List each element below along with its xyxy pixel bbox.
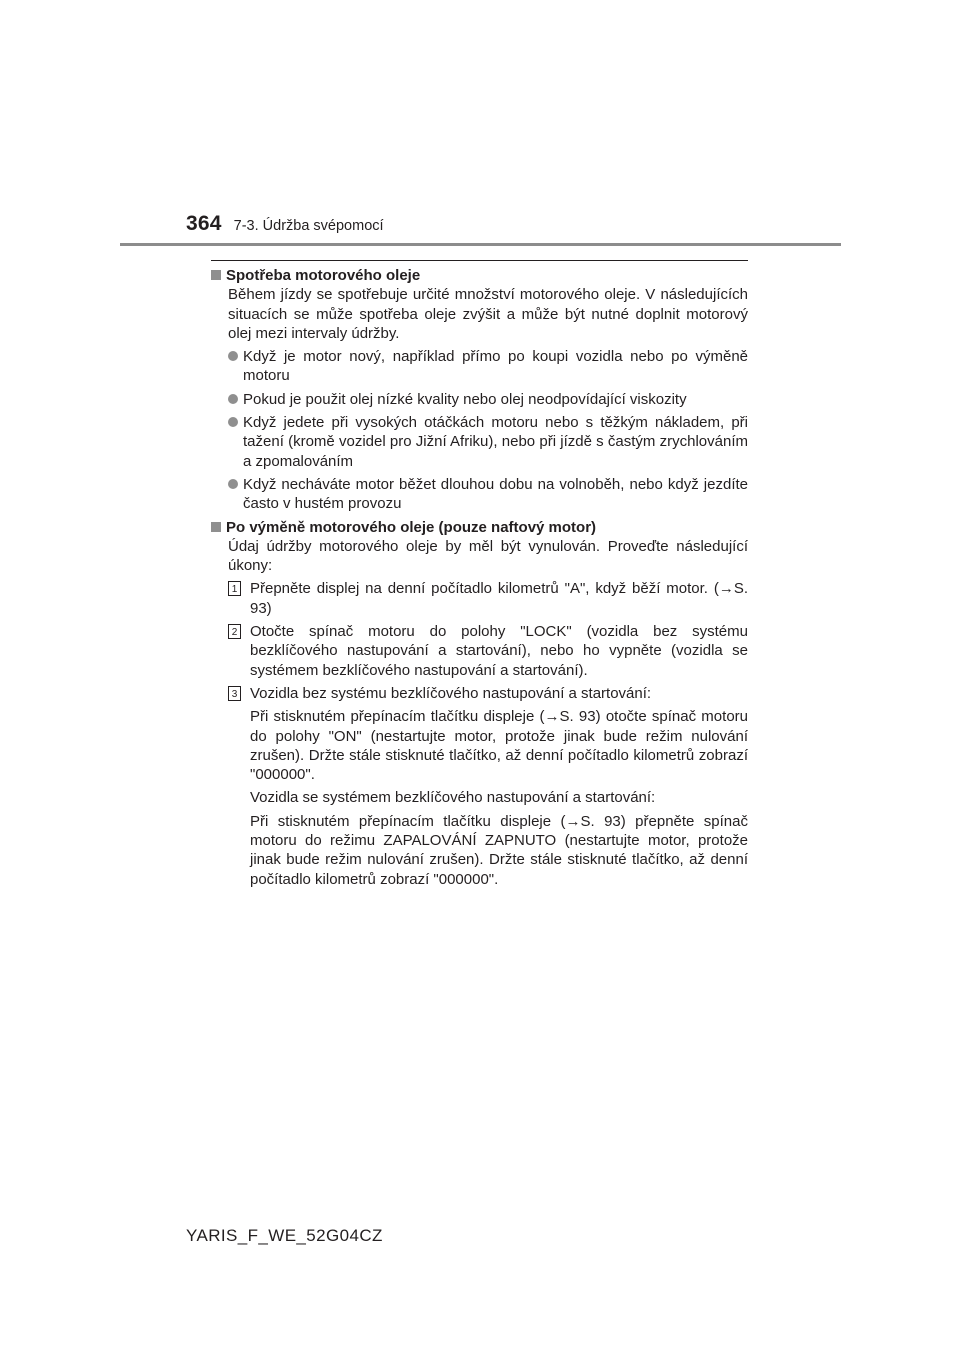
round-bullet-icon [228,351,238,361]
heading-text: Spotřeba motorového oleje [226,267,421,284]
step-number-badge: 3 [228,686,241,701]
list-item [228,413,748,471]
list-item [228,390,748,409]
content-divider [211,260,748,261]
page-header [186,212,384,236]
step-text: Otočte spínač motoru do polohy "LOCK" (vozidla bez systému bezklíčového nastupování a startování), nebo ho vypněte (vozidla se systémem bezklíčového nastupování a startování). [250,623,748,679]
step-number-badge: 2 [228,624,241,639]
list-item-text: Když necháváte motor běžet dlouhou dobu na volnoběh, nebo když jezdíte často v hustém provozu [243,475,748,513]
round-bullet-icon [228,394,238,404]
step-subtext: Při stisknutém přepínacím tlačítku displeje (→S. 93) otočte spínač motoru do polohy "ON" (nestartujte motor, protože jinak bude režim nulování zrušen). Držte stále stisknuté tlačítko, až denní počítadlo kilometrů zobrazí "000000". [250,708,748,784]
square-bullet-icon [211,522,221,532]
step-number-badge: 1 [228,581,241,596]
section-heading-oil-consumption [211,266,748,285]
list-item-text: Když jedete při vysokých otáčkách motoru nebo s těžkým nákladem, při tažení (kromě vozidel pro Jižní Afriku), nebo při jízdě s častým zrychlováním a zpomalováním [243,414,748,470]
step-item [228,622,748,680]
step-item [228,684,748,889]
page-number: 364 [186,212,222,235]
list-item-text: Pokud je použit olej nízké kvality nebo olej neodpovídající viskozity [243,390,687,408]
header-divider [120,243,841,246]
intro-paragraph: Údaj údržby motorového oleje by měl být vynulován. Proveďte následující úkony: [228,537,748,575]
step-subtext: Vozidla se systémem bezklíčového nastupování a startování: [250,789,656,807]
list-item [228,347,748,386]
step-text: Přepněte displej na denní počítadlo kilometrů "A", když běží motor. (→S. 93) [250,580,748,617]
square-bullet-icon [211,270,221,280]
round-bullet-icon [228,479,238,489]
section-heading-oil-change [211,518,748,537]
list-item [228,475,748,514]
page-content [211,266,748,889]
round-bullet-icon [228,417,238,427]
step-item [228,579,748,618]
step-subtext: Při stisknutém přepínacím tlačítku displeje (→S. 93) přepněte spínač motoru do režimu ZAPALOVÁNÍ ZAPNUTO (nestartujte motor, protože jinak bude režim nulování zrušen). Držte stále stisknuté tlačítko, až denní počítadlo kilometrů zobrazí "000000". [250,812,748,888]
list-item-text: Když je motor nový, například přímo po koupi vozidla nebo po výměně motoru [243,348,748,385]
document-code: YARIS_F_WE_52G04CZ [186,1226,383,1245]
step-text: Vozidla bez systému bezklíčového nastupování a startování: [250,684,652,702]
section-title: 7-3. Údržba svépomocí [233,218,384,234]
intro-paragraph: Během jízdy se spotřebuje určité množství motorového oleje. V následujících situacích se může spotřeba oleje zvýšit a může být nutné doplnit motorový olej mezi intervaly údržby. [228,286,748,342]
heading-text: Po výměně motorového oleje (pouze naftový motor) [226,518,597,536]
